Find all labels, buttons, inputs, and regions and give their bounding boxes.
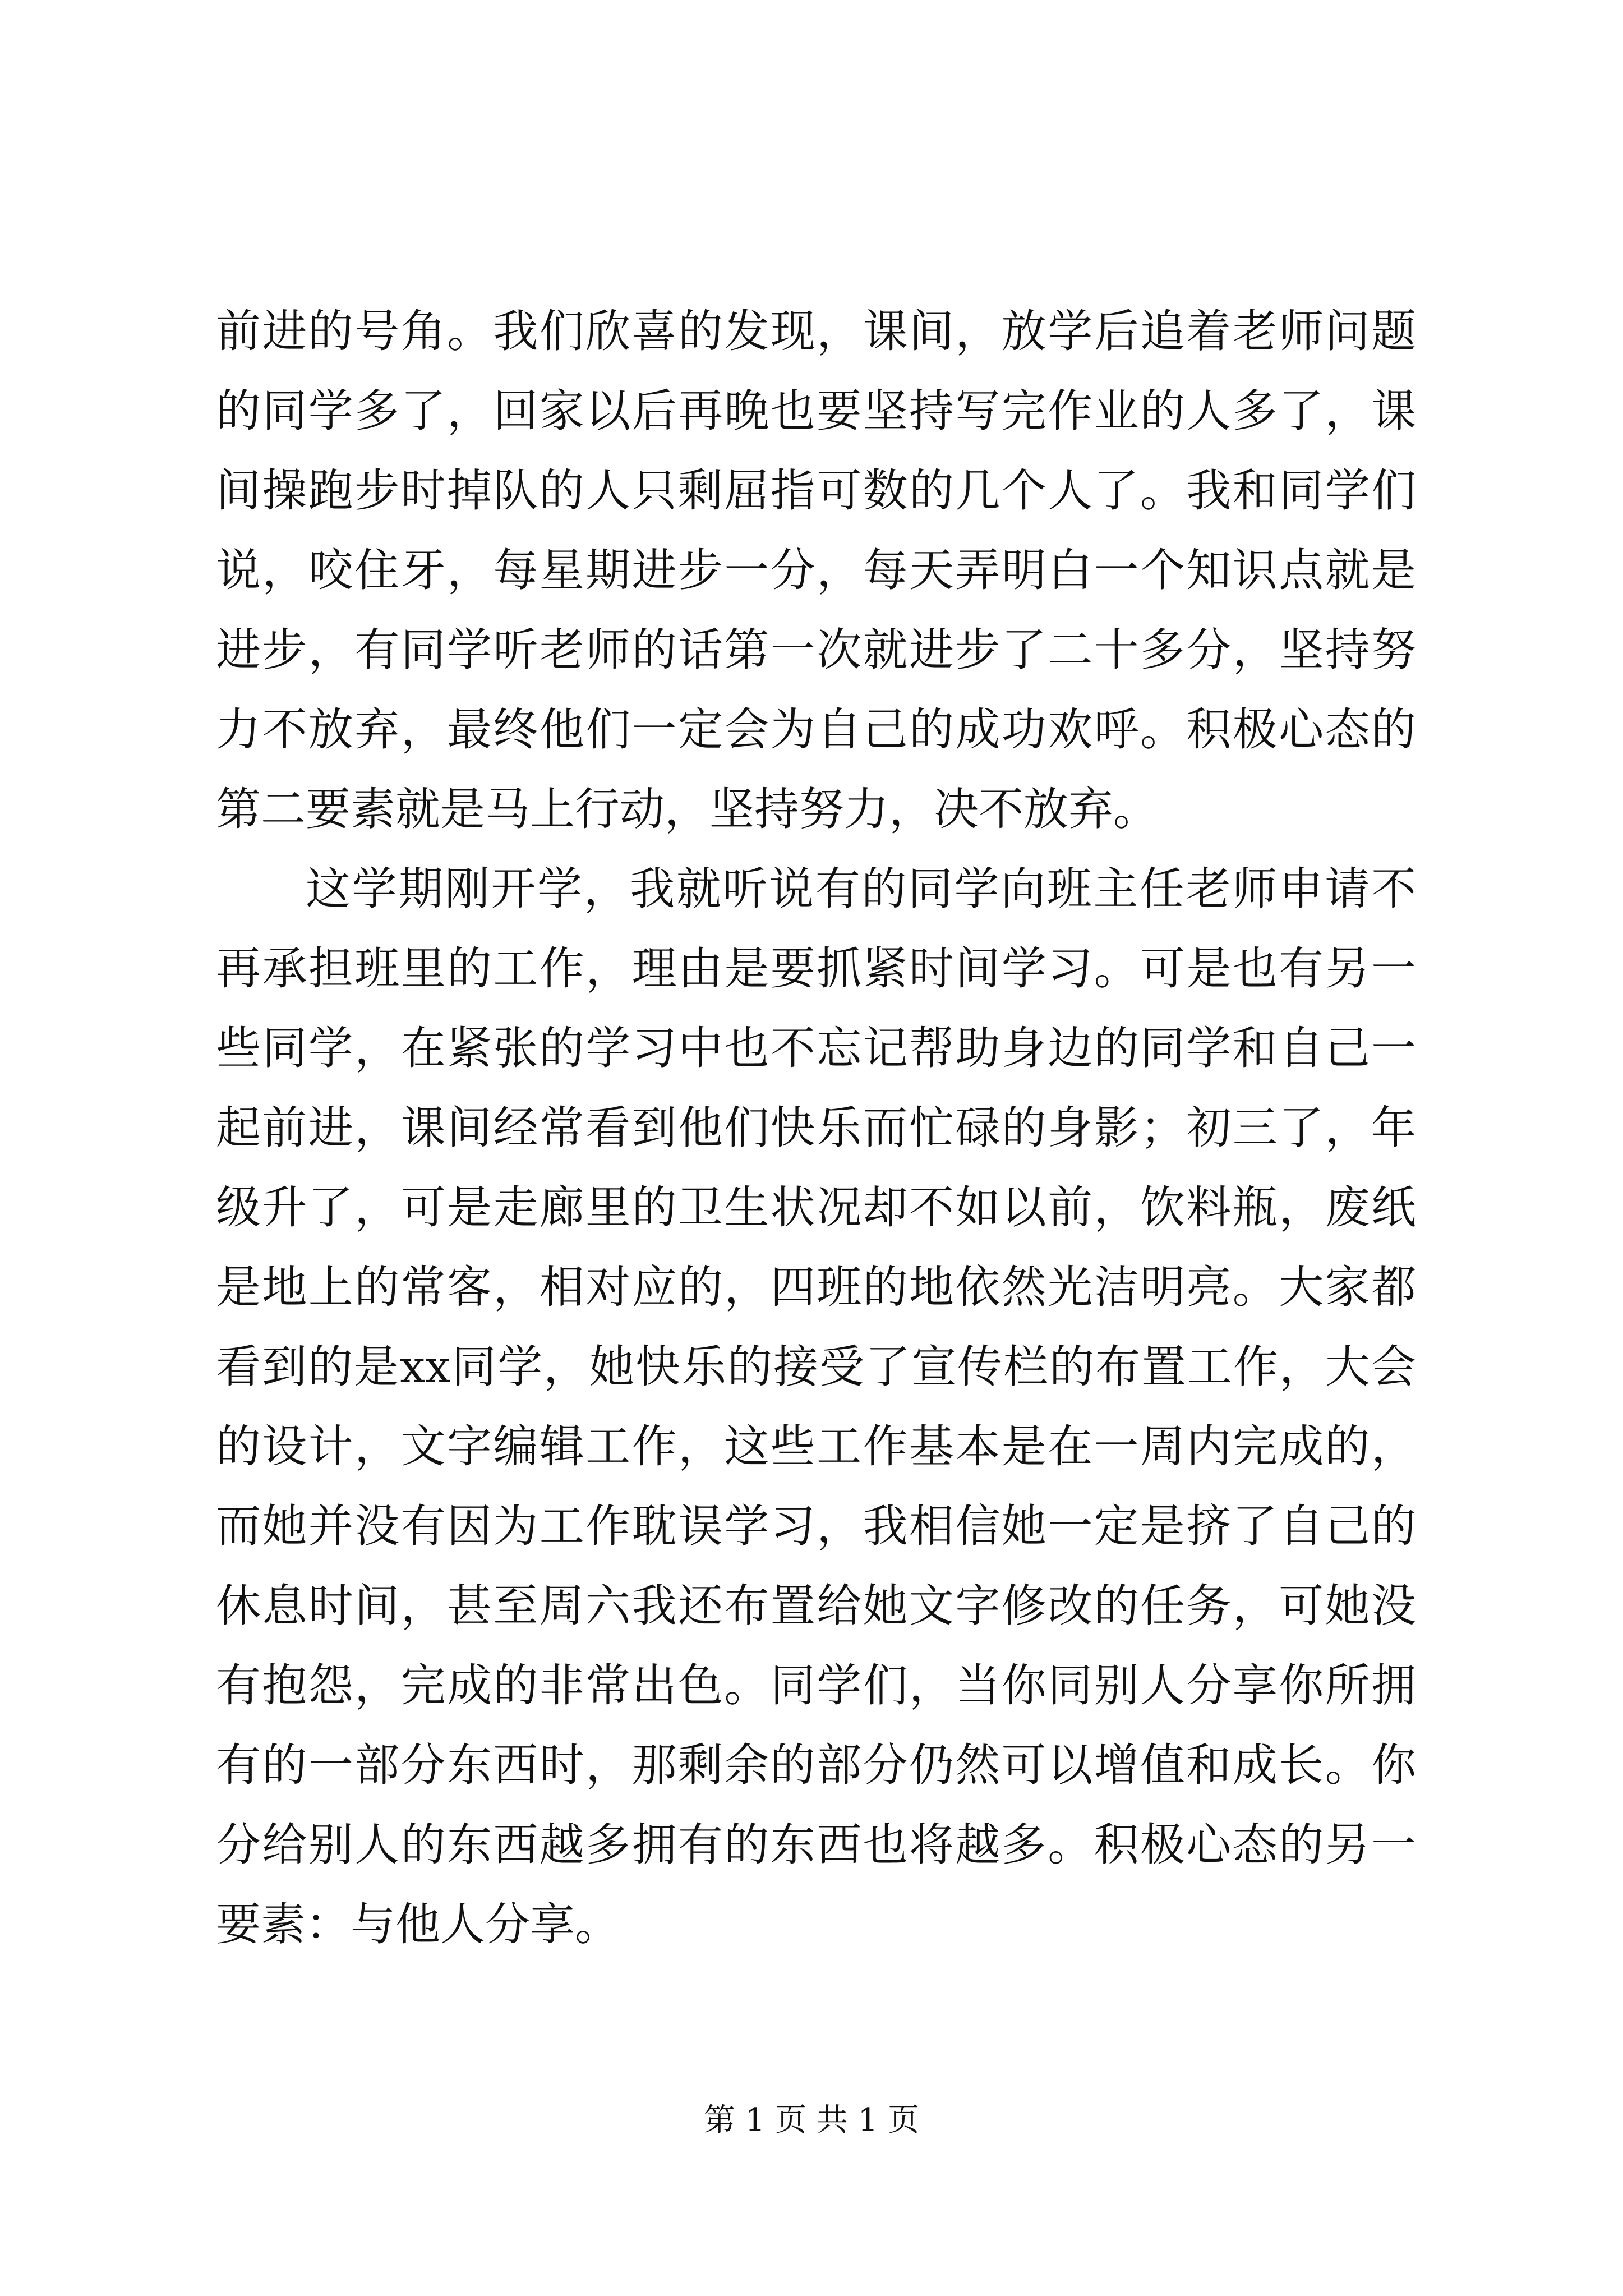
paragraph-1: 前进的号角。我们欣喜的发现，课间，放学后追着老师问题的同学多了，回家以后再晚也要坚持写完作业的人多了，课间操跑步时掉队的人只剩屈指可数的几个人了。我和同学们说，咬住牙，每星期进步一分，每天弄明白一个知识点就是进步，有同学听老师的话第一次就进步了二十多分，坚持努力不放弃，最终他们一定会为自己的成功欢呼。积极心态的第二要素就是马上行动，坚持努力，决不放弃。 (216, 305, 1416, 835)
document-body (216, 292, 1416, 1964)
page-footer (0, 2098, 1623, 2143)
paragraph-2: 这学期刚开学，我就听说有的同学向班主任老师申请不再承担班里的工作，理由是要抓紧时间学习。可是也有另一些同学，在紧张的学习中也不忘记帮助身边的同学和自己一起前进，课间经常看到他们快乐而忙碌的身影；初三了，年级升了，可是走廊里的卫生状况却不如以前，饮料瓶，废纸是地上的常客，相对应的，四班的地依然光洁明亮。大家都看到的是xx同学，她快乐的接受了宣传栏的布置工作，大会的设计，文字编辑工作，这些工作基本是在一周内完成的，而她并没有因为工作耽误学习，我相信她一定是挤了自己的休息时间，甚至周六我还布置给她文字修改的任务，可她没有抱怨，完成的非常出色。同学们，当你同别人分享你所拥有的一部分东西时，那剩余的部分仍然可以增值和成长。你分给别人的东西越多拥有的东西也将越多。积极心态的另一要素：与他人分享。 (216, 863, 1416, 1950)
page-number-label: 第 1 页 共 1 页 (703, 2102, 920, 2138)
